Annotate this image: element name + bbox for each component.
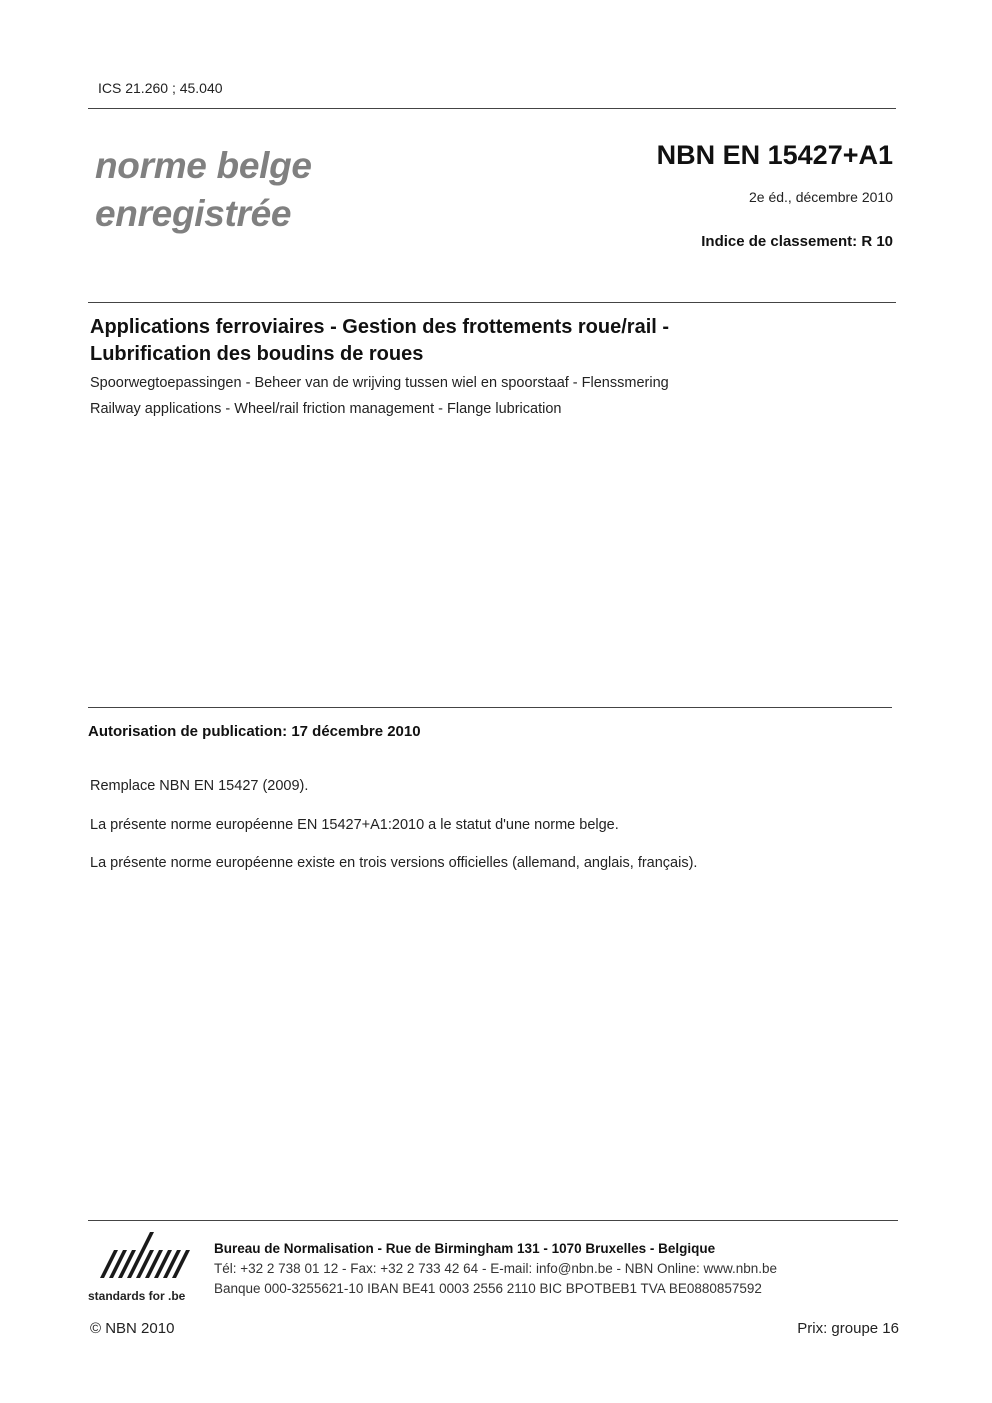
footer-address: Bureau de Normalisation - Rue de Birmingham 131 - 1070 Bruxelles - Belgique	[214, 1241, 716, 1256]
title-french-line-2: Lubrification des boudins de roues	[90, 343, 424, 365]
edition: 2e éd., décembre 2010	[749, 189, 893, 205]
versions-note: La présente norme européenne existe en trois versions officielles (allemand, anglais, français).	[90, 855, 698, 871]
footer-banking: Banque 000-3255621-10 IBAN BE41 0003 2556 2110 BIC BPOTBEB1 TVA BE0880857592	[214, 1281, 762, 1296]
logo-tagline: standards for .be	[88, 1289, 186, 1303]
nbn-logo	[88, 1228, 200, 1304]
brand-label	[95, 142, 312, 238]
title-dutch: Spoorwegtoepassingen - Beheer van de wrijving tussen wiel en spoorstaaf - Flenssmering	[90, 375, 669, 391]
replaces-note: Remplace NBN EN 15427 (2009).	[90, 778, 309, 794]
title-french	[90, 314, 890, 368]
brand-line-2: enregistrée	[95, 193, 292, 234]
copyright: © NBN 2010	[90, 1320, 175, 1337]
status-note: La présente norme européenne EN 15427+A1:2010 a le statut d'une norme belge.	[90, 817, 619, 833]
ics-codes: ICS 21.260 ; 45.040	[98, 80, 223, 96]
price-group: Prix: groupe 16	[797, 1320, 899, 1337]
classification-index: Indice de classement: R 10	[701, 233, 893, 250]
nbn-logo-icon	[88, 1228, 200, 1280]
title-english: Railway applications - Wheel/rail friction management - Flange lubrication	[90, 401, 562, 417]
standard-number: NBN EN 15427+A1	[656, 140, 893, 170]
footer-divider	[88, 1220, 898, 1221]
publication-authorisation: Autorisation de publication: 17 décembre 2010	[88, 723, 421, 740]
header-divider	[88, 108, 896, 109]
title-french-line-1: Applications ferroviaires - Gestion des frottements roue/rail -	[90, 316, 670, 338]
brand-line-1: norme belge	[95, 145, 312, 186]
title-divider	[88, 302, 896, 303]
publication-divider	[88, 707, 892, 708]
footer-contact: Tél: +32 2 738 01 12 - Fax: +32 2 733 42 64 - E-mail: info@nbn.be - NBN Online: www.nbn.be	[214, 1261, 778, 1276]
